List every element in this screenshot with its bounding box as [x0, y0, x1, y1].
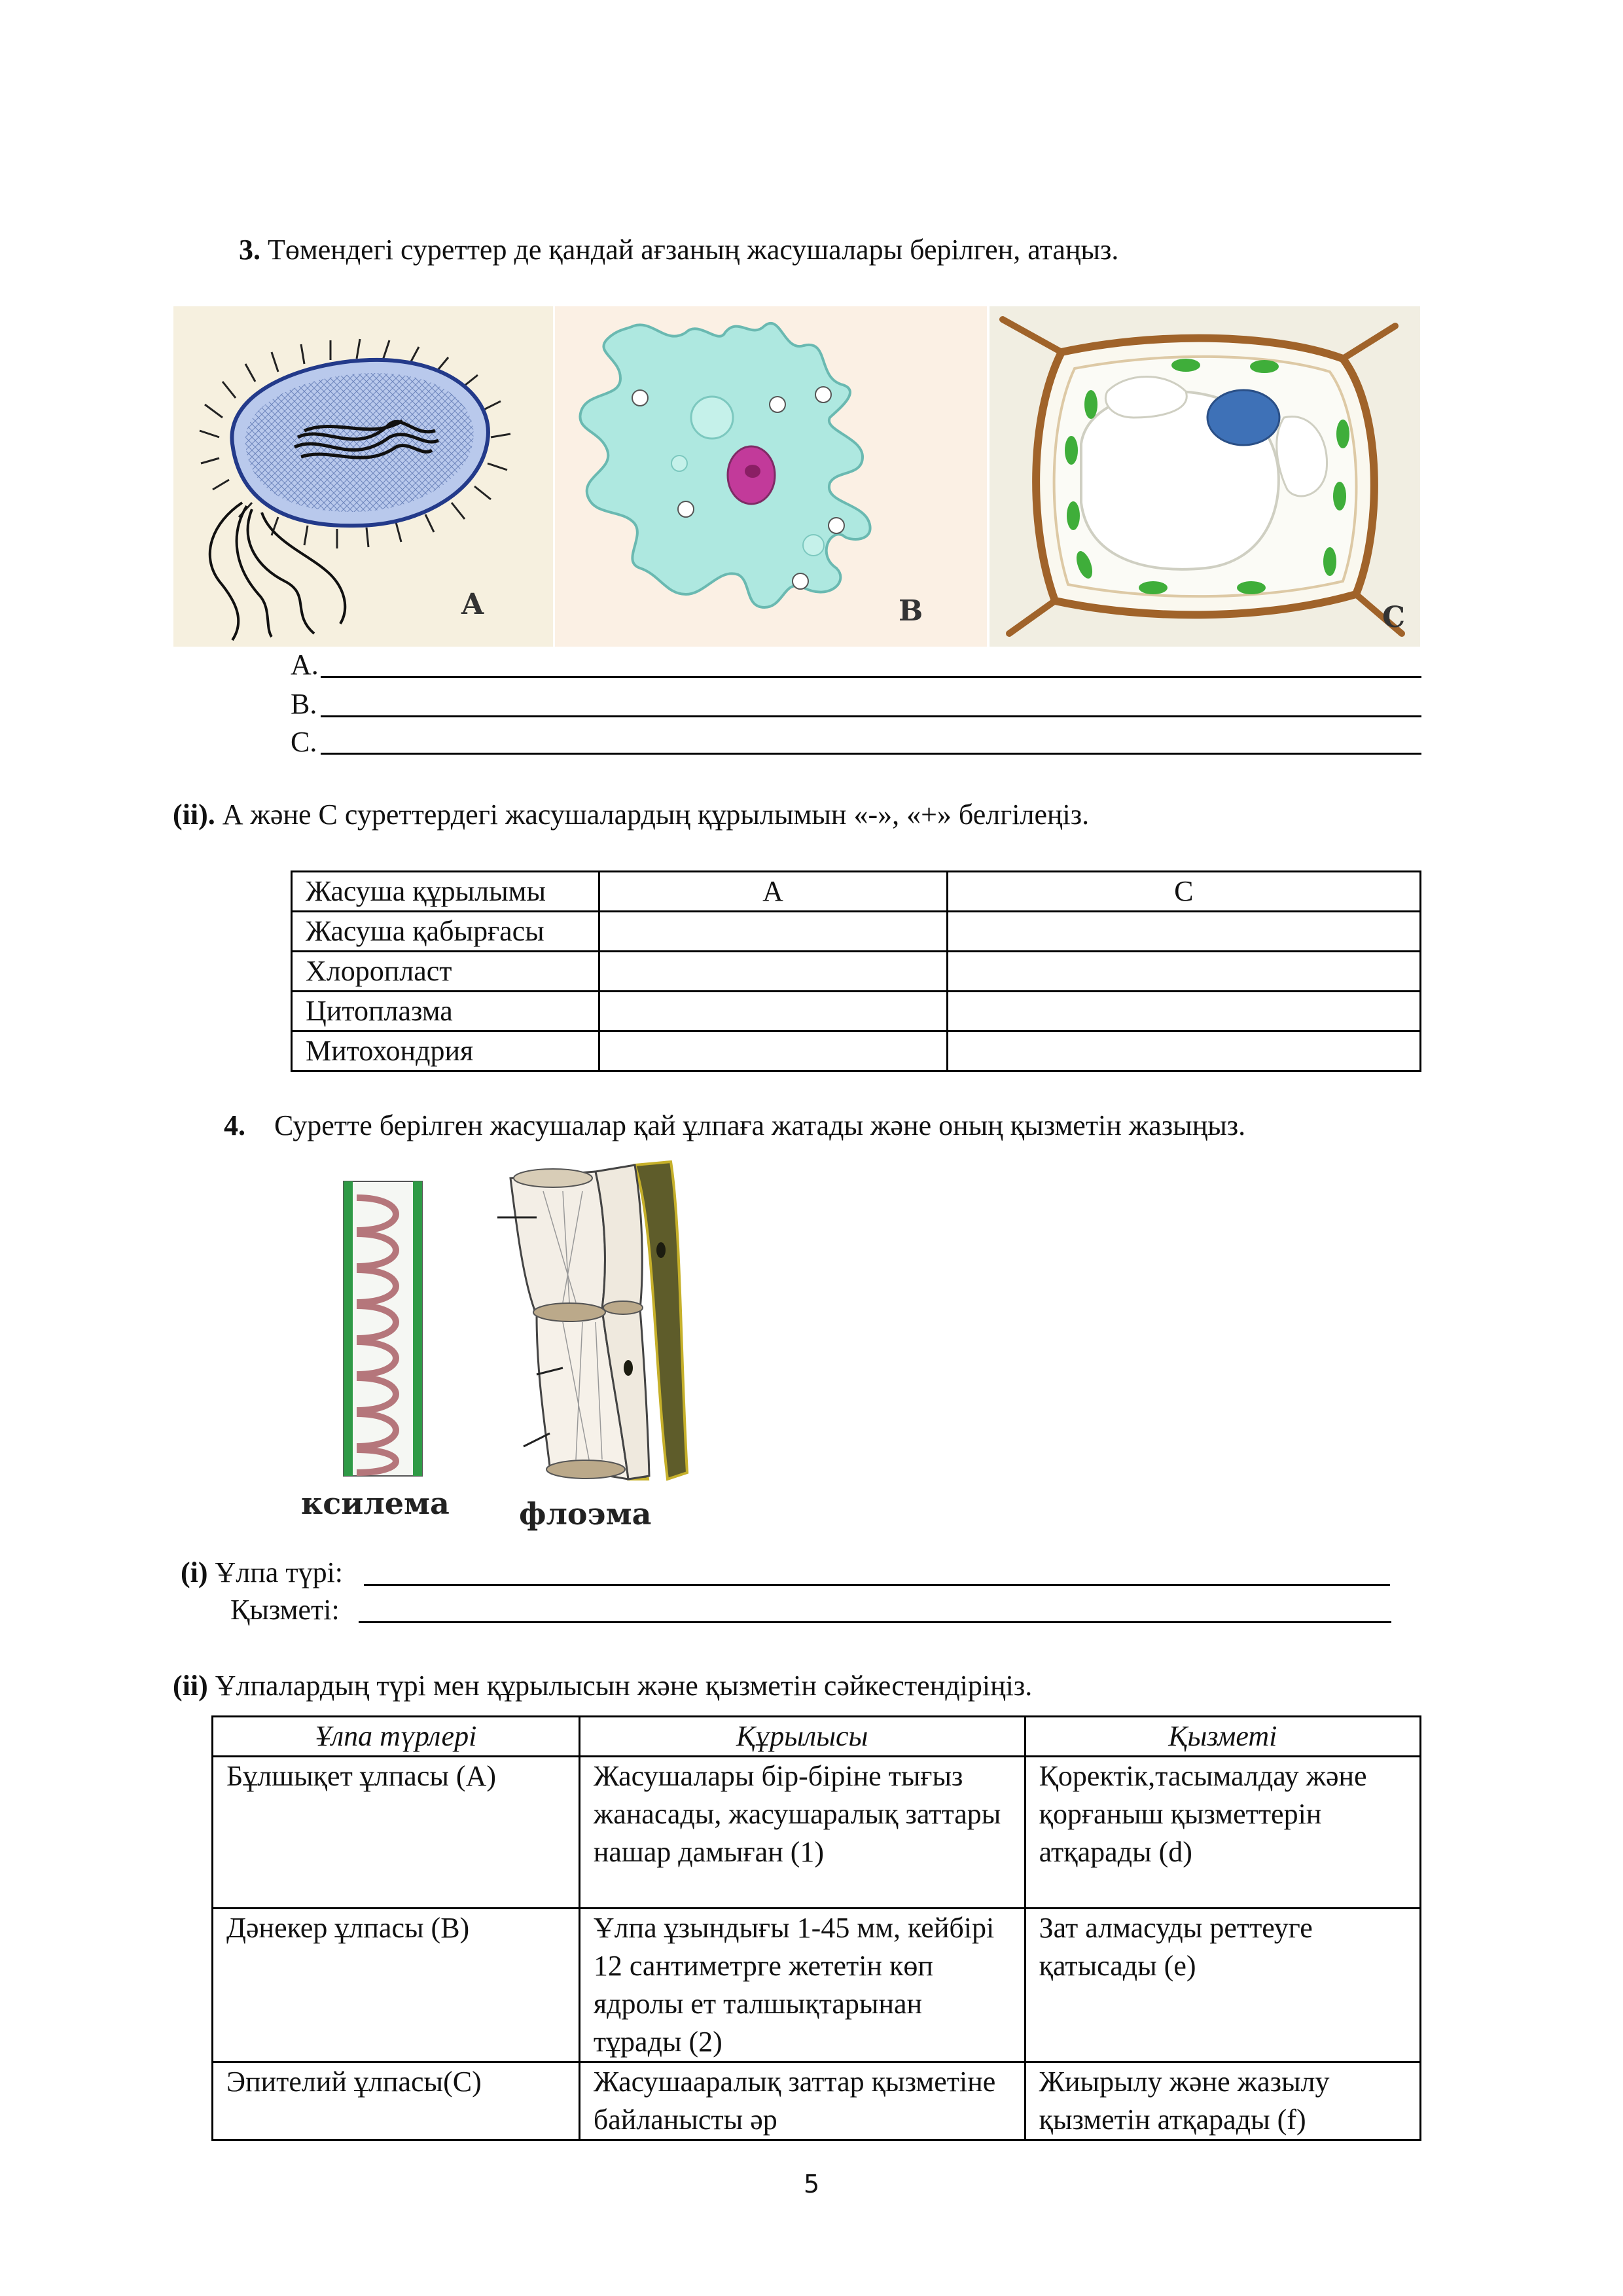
bacterium-illustration — [173, 306, 553, 647]
figure-label-a: A — [461, 588, 484, 621]
q3ii-prompt — [173, 795, 1089, 834]
structure-name: Митохондрия — [292, 1031, 599, 1071]
amoeba-illustration — [555, 306, 987, 647]
header-tissue-types: Ұлпа түрлері — [213, 1717, 580, 1757]
table-header-row — [292, 872, 1421, 912]
table-header-c: С — [947, 872, 1420, 912]
q4i-label: (i) — [181, 1556, 208, 1588]
figure-bacterium — [173, 306, 553, 647]
q3ii-number: (ii). — [173, 798, 215, 831]
tissue-type-line[interactable] — [364, 1584, 1390, 1586]
answer-a-label: A. — [291, 649, 319, 681]
tissue-type-cell: Бұлшықет ұлпасы (A) — [213, 1757, 580, 1909]
answer-c-label: C. — [291, 726, 317, 758]
q4ii-label: (ii) — [173, 1670, 208, 1702]
tissue-matching-table — [211, 1715, 1421, 2141]
xylem-illustration — [330, 1172, 461, 1486]
answer-c-line[interactable] — [321, 753, 1421, 755]
function-cell: Зат алмасуды реттеуге қатысады (e) — [1025, 1909, 1420, 2062]
answer-cell-a[interactable] — [599, 1031, 947, 1071]
cell-structure-table — [291, 870, 1421, 1072]
table-row — [292, 992, 1421, 1031]
figure-amoeba — [555, 306, 987, 647]
answer-cell-c[interactable] — [947, 912, 1420, 952]
tissue-function-label: Қызметі: — [230, 1594, 340, 1626]
q4-text: Суретте берілген жасушалар қай ұлпаға жатады және оның қызметін жазыңыз. — [274, 1109, 1246, 1141]
structure-name: Жасуша қабырғасы — [292, 912, 599, 952]
table-row — [292, 912, 1421, 952]
answer-cell-c[interactable] — [947, 952, 1420, 992]
answer-cell-a[interactable] — [599, 952, 947, 992]
q3-number: 3. — [239, 234, 260, 266]
table-row — [292, 1031, 1421, 1071]
answer-b-label: B. — [291, 688, 317, 720]
phloem-caption: флоэма — [519, 1496, 652, 1532]
plant-cell-illustration — [990, 306, 1420, 647]
q3-prompt — [239, 230, 1118, 270]
q4ii-text: Ұлпалардың түрі мен құрылысын және қызметін сәйкестендіріңіз. — [215, 1670, 1033, 1702]
answer-a-line[interactable] — [321, 676, 1421, 678]
phloem-illustration — [497, 1152, 713, 1492]
figure-label-c: C — [1382, 601, 1406, 634]
q4i-type-row — [181, 1553, 343, 1592]
structure-cell: Ұлпа ұзындығы 1-45 мм, кейбірі 12 сантиметрге жететін көп ядролы ет талшықтарынан тұрады (2) — [579, 1909, 1025, 2062]
tissue-type-label: Ұлпа түрі: — [215, 1556, 344, 1588]
answer-cell-a[interactable] — [599, 912, 947, 952]
answer-cell-a[interactable] — [599, 992, 947, 1031]
structure-name: Цитоплазма — [292, 992, 599, 1031]
function-cell: Жиырылу және жазылу қызметін атқарады (f) — [1025, 2062, 1420, 2140]
answer-cell-c[interactable] — [947, 992, 1420, 1031]
q4ii-prompt — [173, 1666, 1032, 1706]
figure-xylem — [330, 1172, 461, 1486]
tissue-function-line[interactable] — [359, 1621, 1391, 1623]
table-row — [213, 1909, 1421, 2062]
figure-plant-cell — [990, 306, 1420, 647]
structure-cell: Жасушааралық заттар қызметіне байланысты әр — [579, 2062, 1025, 2140]
table-header-a: А — [599, 872, 947, 912]
structure-cell: Жасушалары бір-біріне тығыз жанасады, жасушаралық заттары нашар дамыған (1) — [579, 1757, 1025, 1909]
q4-prompt — [224, 1106, 1245, 1145]
figure-label-b: B — [899, 594, 923, 628]
header-structure: Құрылысы — [579, 1717, 1025, 1757]
header-function: Қызметі — [1025, 1717, 1420, 1757]
answer-cell-c[interactable] — [947, 1031, 1420, 1071]
tissue-type-cell: Эпителий ұлпасы(C) — [213, 2062, 580, 2140]
q3ii-text: А және С суреттердегі жасушалардың құрылымын «-», «+» белгілеңіз. — [222, 798, 1090, 831]
answer-b-line[interactable] — [321, 715, 1421, 717]
table-header-structure: Жасуша құрылымы — [292, 872, 599, 912]
q4-number: 4. — [224, 1109, 245, 1141]
function-cell: Қоректік,тасымалдау және қорғаныш қызметтерін атқарады (d) — [1025, 1757, 1420, 1909]
xylem-caption: ксилема — [301, 1486, 450, 1521]
table-header-row — [213, 1717, 1421, 1757]
table-row — [213, 2062, 1421, 2140]
tissue-type-cell: Дәнекер ұлпасы (B) — [213, 1909, 580, 2062]
structure-name: Хлоропласт — [292, 952, 599, 992]
page-number: 5 — [804, 2170, 820, 2198]
table-row — [213, 1757, 1421, 1909]
figure-phloem — [497, 1152, 713, 1492]
table-row — [292, 952, 1421, 992]
q3-text: Төмендегі суреттер де қандай ағзаның жасушалары берілген, атаңыз. — [268, 234, 1119, 266]
